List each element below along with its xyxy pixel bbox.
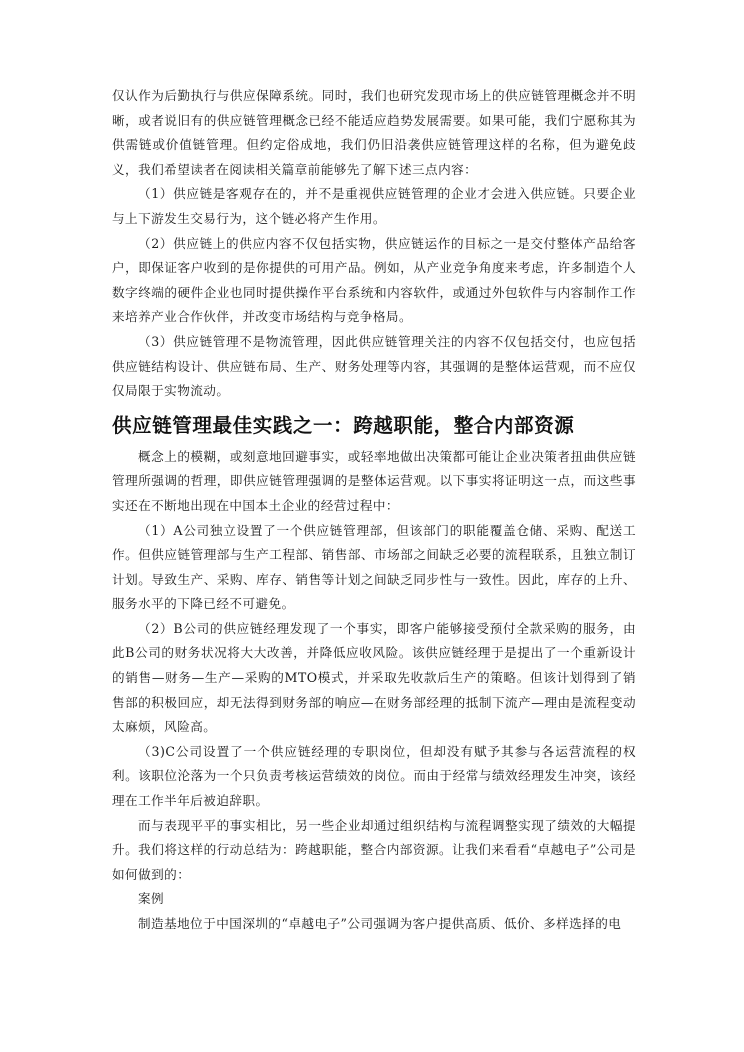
fact-a: （1）A公司独立设置了一个供应链管理部，但该部门的职能覆盖仓储、采购、配送工作。但供应链管理部与生产工程部、销售部、市场部之间缺乏必要的流程联系，且独立制订计划。导致生产、采购、库存、销售等计划之间缺乏同步性与一致性。因此，库存的上升、服务水平的下降已经不可避免。 bbox=[112, 522, 636, 612]
case-label: 案例 bbox=[138, 891, 165, 907]
case-paragraph: 制造基地位于中国深圳的“卓越电子”公司强调为客户提供高质、低价、多样选择的电 bbox=[138, 916, 622, 931]
point-2: （2）供应链上的供应内容不仅包括实物，供应链运作的目标之一是交付整体产品给客户，即保证客户收到的是你提供的可用产品。例如，从产业竞争角度来考虑，许多制造个人数字终端的硬件企业也同时提供操作平台系统和内容软件，或通过外包软件与内容制作工作来培养产业合作伙伴，并改变市场结构与竞争格局。 bbox=[112, 235, 636, 325]
section-heading: 供应链管理最佳实践之一：跨越职能，整合内部资源 bbox=[112, 413, 575, 437]
point-1: （1）供应链是客观存在的，并不是重视供应链管理的企业才会进入供应链。只要企业与上下游发生交易行为，这个链必将产生作用。 bbox=[112, 186, 636, 226]
intro-paragraph: 仅认作为后勤执行与供应保障系统。同时，我们也研究发现市场上的供应链管理概念并不明晰，或者说旧有的供应链管理概念已经不能适应趋势发展需要。如果可能，我们宁愿称其为供需链或价值链管理。但约定俗成地，我们仍旧沿袭供应链管理这样的名称，但为避免歧义，我们希望读者在阅读相关篇章前能够先了解下述三点内容： bbox=[112, 88, 636, 177]
fact-c: （3)C公司设置了一个供应链经理的专职岗位，但却没有赋予其参与各运营流程的权利。该职位沦落为一个只负责考核运营绩效的岗位。而由于经常与绩效经理发生冲突，该经理在工作半年后被迫辞职。 bbox=[112, 743, 636, 809]
contrast-paragraph: 而与表现平平的事实相比，另一些企业却通过组织结构与流程调整实现了绩效的大幅提升。我们将这样的行动总结为：跨越职能，整合内部资源。让我们来看看“卓越电子”公司是如何做到的： bbox=[112, 817, 636, 882]
section-intro-paragraph: 概念上的模糊，或刻意地回避事实，或轻率地做出决策都可能让企业决策者扭曲供应链管理所强调的哲理，即供应链管理强调的是整体运营观。以下事实将证明这一点，而这些事实还在不断地出现在中国本土企业的经营过程中： bbox=[112, 448, 636, 513]
document-page bbox=[112, 84, 636, 937]
fact-b: （2）B公司的供应链经理发现了一个事实，即客户能够接受预付全款采购的服务，由此B公司的财务状况将大大改善，并降低应收风险。该供应链经理于是提出了一个重新设计的销售—财务—生产—采购的MTO模式，并采取先收款后生产的策略。但该计划得到了销售部的积极回应，却无法得到财务部的响应—在财务部经理的抵制下流产—理由是流程变动太麻烦，风险高。 bbox=[112, 620, 636, 735]
point-3: （3）供应链管理不是物流管理，因此供应链管理关注的内容不仅包括交付，也应包括供应链结构设计、供应链布局、生产、财务处理等内容，其强调的是整体运营观，而不应仅仅局限于实物流动。 bbox=[112, 333, 636, 399]
